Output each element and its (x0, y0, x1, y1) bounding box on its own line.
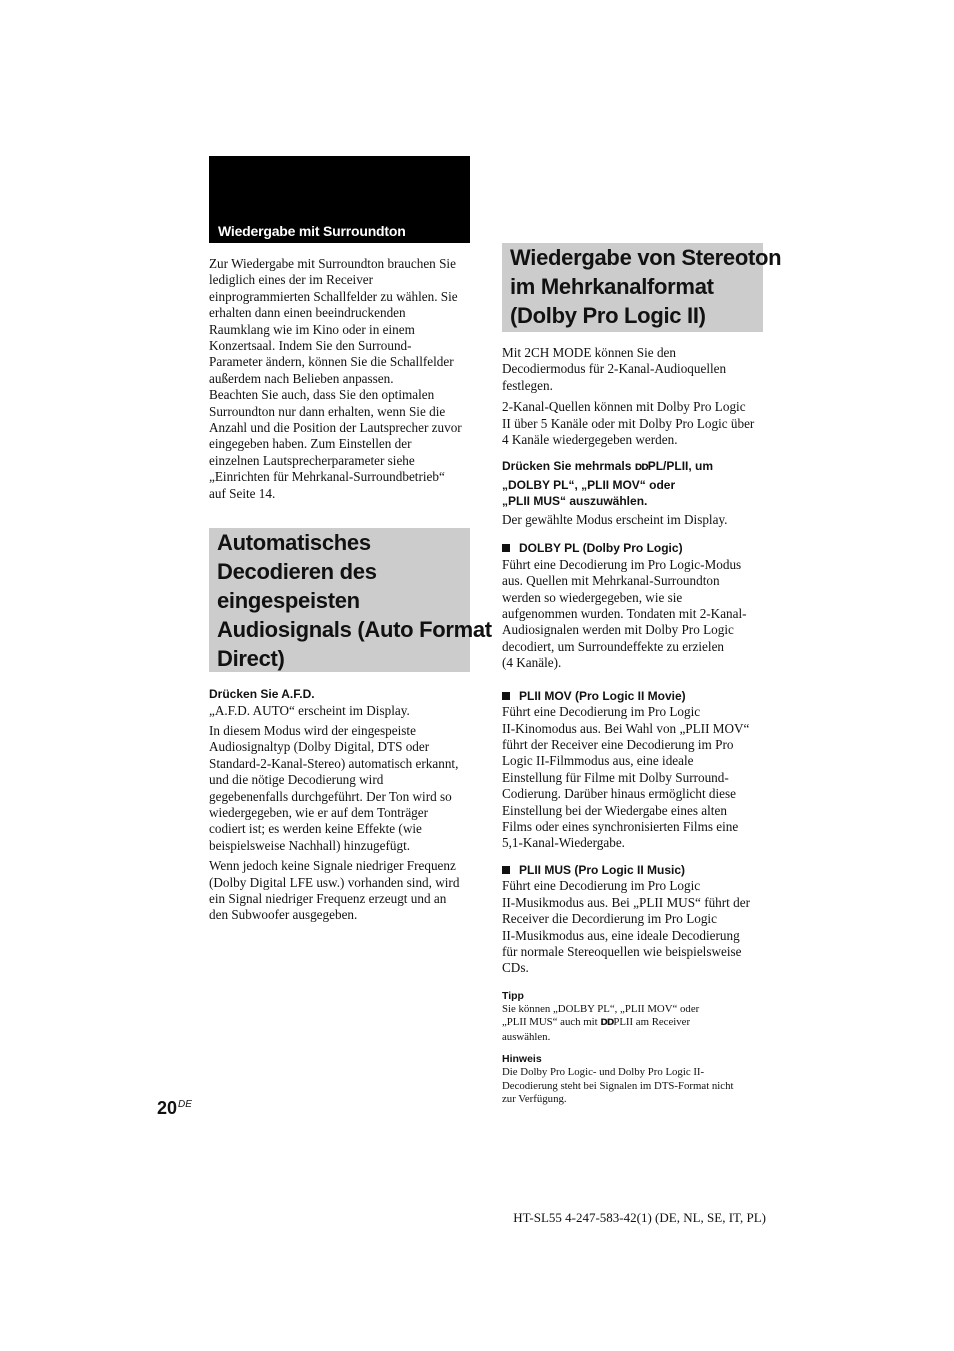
heading-line: (Dolby Pro Logic II) (510, 303, 706, 328)
text-line: Films oder eines synchronisierten Films eine (502, 819, 739, 835)
footer-model-code: HT-SL55 4-247-583-42(1) (DE, NL, SE, IT, PL) (513, 1210, 766, 1225)
text-line: II über 5 Kanäle oder mit Dolby Pro Logic über (502, 415, 755, 431)
dolby-icon: DD (634, 463, 648, 474)
square-bullet-icon (502, 692, 510, 700)
step-result: Der gewählte Modus erscheint im Display. (502, 511, 728, 527)
note-box (502, 1052, 764, 1107)
text-line: 5,1-Kanal-Wiedergabe. (502, 835, 625, 851)
text-line: aus. Quellen mit Mehrkanal-Surroundton (502, 573, 720, 589)
mode-title-text: DOLBY PL (Dolby Pro Logic) (519, 541, 683, 556)
tip-box (502, 989, 764, 1045)
text-line: aufgenommen wurden. Tondaten mit 2-Kanal- (502, 606, 747, 622)
note-line: Die Dolby Pro Logic- und Dolby Pro Logic II- (502, 1066, 705, 1079)
tip-line (502, 1016, 764, 1031)
mode-title (502, 688, 764, 705)
text-line: In diesem Modus wird der eingespeiste (209, 722, 416, 738)
intro-line: lediglich eines der im Receiver (209, 272, 374, 288)
text-line: Logic II-Filmmodus aus, eine ideale (502, 753, 694, 769)
heading-line: Decodieren des (217, 559, 377, 584)
heading-line: eingespeisten (217, 588, 360, 613)
tip-line: Sie können „DOLBY PL“, „PLII MOV“ oder (502, 1002, 700, 1015)
intro-line: eingegeben haben. Zum Einstellen der (209, 436, 412, 452)
text-line: II-Musikmodus aus, eine ideale Decodierung (502, 927, 740, 943)
afd-para1 (209, 723, 471, 854)
heading-line: Wiedergabe von Stereoton (510, 245, 782, 270)
text-line: Standard-2-Kanal-Stereo) automatisch erkannt, (209, 755, 459, 771)
text-line: Audiosignalen werden mit Dolby Pro Logic (502, 622, 734, 638)
heading-line: Automatisches (217, 530, 371, 555)
heading-line: Direct) (217, 646, 285, 671)
text-line: 4 Kanäle wiedergegeben werden. (502, 432, 678, 448)
stereo-heading (502, 243, 782, 332)
text-line: ein Signal niedriger Frequenz erzeugt und an (209, 890, 447, 906)
text-line: Einstellung für Filme mit Dolby Surround- (502, 769, 729, 785)
text-line: decodiert, um Surroundeffekte zu erzielen (502, 638, 725, 654)
afd-para2 (209, 858, 471, 924)
text-line: wiedergegeben, wie er auf dem Tonträger (209, 804, 429, 820)
mode-title-text: PLII MOV (Pro Logic II Movie) (519, 688, 686, 703)
intro-line: einzelnen Lautsprecherparameter siehe (209, 452, 415, 468)
text-line: Einstellung bei der Wiedergabe eines alten (502, 802, 727, 818)
text-line: II-Musikmodus aus. Bei „PLII MUS“ führt der (502, 894, 750, 910)
text-line: für normale Stereoquellen wie beispielsweise (502, 943, 742, 959)
square-bullet-icon (502, 866, 510, 874)
text-line: und die nötige Decodierung wird (209, 772, 384, 788)
mode-plii-mov (502, 688, 764, 852)
step-line: „DOLBY PL“, „PLII MOV“ oder (502, 477, 676, 492)
step-line: „PLII MUS“ auszuwählen. (502, 494, 648, 509)
text-line: Decodiermodus für 2-Kanal-Audioquellen (502, 361, 727, 377)
text-line: den Subwoofer ausgegeben. (209, 907, 358, 923)
text-line: werden so wiedergegeben, wie sie (502, 589, 683, 605)
square-bullet-icon (502, 544, 510, 552)
intro-line: Beachten Sie auch, dass Sie den optimalen (209, 387, 435, 403)
text-line: Führt eine Decodierung im Pro Logic (502, 704, 701, 720)
intro-line: „Einrichten für Mehrkanal-Surroundbetrieb“ (209, 469, 445, 485)
mode-title (502, 540, 764, 557)
text-line: Führt eine Decodierung im Pro Logic-Modus (502, 556, 742, 572)
mode-dolby-pl (502, 540, 764, 671)
tip-label: Tipp (502, 989, 524, 1002)
afd-heading (209, 528, 492, 672)
intro1 (502, 345, 764, 394)
heading-line: im Mehrkanalformat (510, 274, 714, 299)
text-line: (Dolby Digital LFE usw.) vorhanden sind, wird (209, 874, 460, 890)
afd-step: Drücken Sie A.F.D. (209, 687, 315, 701)
note-label: Hinweis (502, 1053, 542, 1066)
mode-title (502, 862, 764, 879)
text-line: 2-Kanal-Quellen können mit Dolby Pro Logic (502, 399, 746, 415)
text-line: CDs. (502, 960, 529, 976)
mode-plii-mus (502, 862, 764, 977)
intro-text (209, 256, 471, 502)
intro-line: einprogrammierten Schallfelder zu wählen. Sie (209, 288, 458, 304)
dolby-icon: DD (600, 1018, 614, 1029)
text-line: Receiver die Decordierung im Pro Logic (502, 911, 717, 927)
text-line: Codierung. Darüber hinaus ermöglicht diese (502, 786, 737, 802)
text-line: II-Kinomodus aus. Bei Wahl von „PLII MOV“ (502, 720, 750, 736)
intro-line: Raumklang wie im Kino oder in einem (209, 321, 415, 337)
page-language-suffix: DE (178, 1099, 192, 1110)
mode-title-text: PLII MUS (Pro Logic II Music) (519, 862, 686, 877)
text-line: Mit 2CH MODE können Sie den (502, 345, 676, 360)
page-number-value: 20 (157, 1098, 178, 1118)
text-line: codiert ist; es werden keine Effekte (wie (209, 821, 422, 837)
stereo-body (502, 345, 764, 1107)
intro-line: Anzahl und die Position der Lautsprecher zuvor (209, 420, 462, 436)
afd-body (209, 686, 471, 924)
intro-line: Parameter ändern, können Sie die Schallfelder (209, 354, 454, 370)
intro-line: Surroundton nur dann erhalten, wenn Sie die (209, 403, 446, 419)
note-line: Decodierung steht bei Signalen im DTS-Format nicht (502, 1079, 734, 1092)
step-text: PL/PLII, um (647, 459, 714, 474)
text-line: Führt eine Decodierung im Pro Logic (502, 878, 701, 894)
tip-line: auswählen. (502, 1030, 551, 1043)
text-line: (4 Kanäle). (502, 655, 562, 671)
text-line: führt der Receiver eine Decodierung im Pro (502, 737, 734, 752)
heading-line: Audiosignals (Auto Format (217, 617, 492, 642)
intro-line: erhalten dann einen beeindruckenden (209, 305, 406, 321)
intro-line: außerdem nach Belieben anpassen. (209, 370, 394, 386)
text-line: gegebenenfalls durchgeführt. Der Ton wird so (209, 788, 452, 804)
text-line: Audiosignaltyp (Dolby Digital, DTS oder (209, 739, 430, 755)
tip-text: PLII am Receiver (613, 1016, 691, 1029)
intro-line: auf Seite 14. (209, 485, 276, 501)
intro-line: Konzertsaal. Indem Sie den Surround- (209, 338, 412, 354)
step-instruction (502, 458, 764, 510)
section-bar (209, 156, 470, 243)
intro2 (502, 399, 764, 448)
section-title: Wiedergabe mit Surroundton (218, 223, 406, 239)
text-line: Wenn jedoch keine Signale niedriger Frequenz (209, 858, 456, 874)
intro-line: Zur Wiedergabe mit Surroundton brauchen Sie (209, 256, 456, 271)
page-number (157, 1098, 192, 1119)
text-line: festlegen. (502, 377, 553, 393)
afd-step-result: „A.F.D. AUTO“ erscheint im Display. (209, 702, 410, 718)
step-line (502, 458, 764, 477)
step-text: Drücken Sie mehrmals (502, 459, 635, 474)
tip-text: „PLII MUS“ auch mit (502, 1016, 601, 1029)
note-line: zur Verfügung. (502, 1093, 567, 1106)
text-line: beispielsweise Nachhall) hinzugefügt. (209, 837, 411, 853)
